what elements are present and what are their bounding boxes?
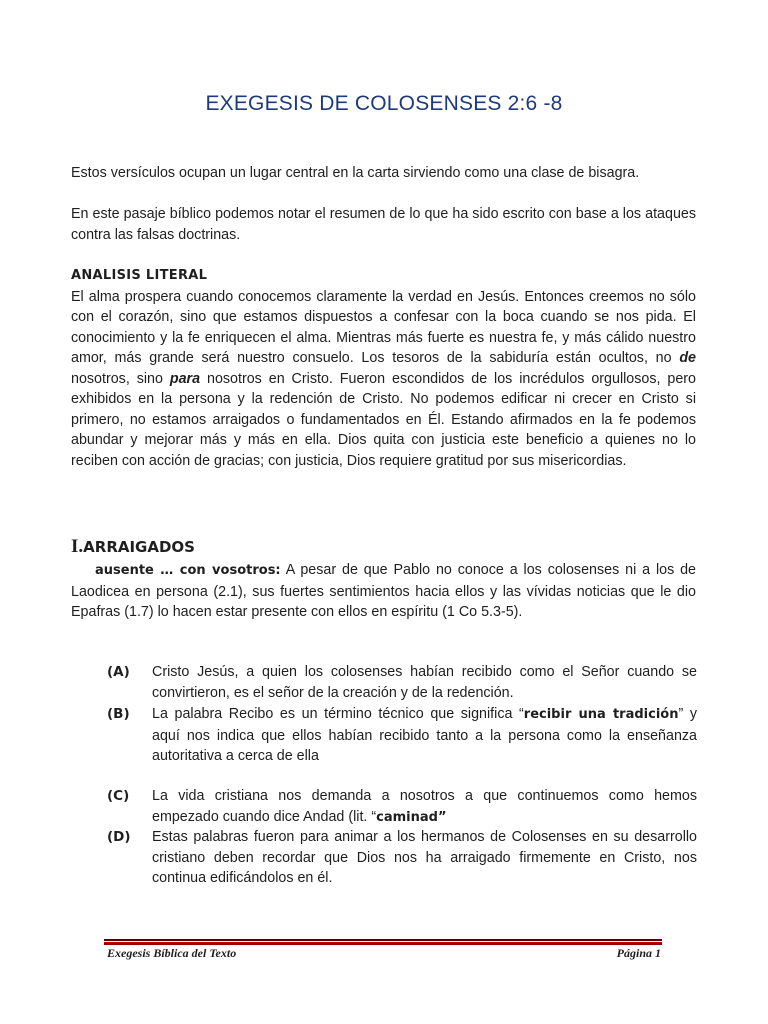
- list-item-d: [107, 827, 697, 889]
- page-title: EXEGESIS DE COLOSENSES 2:6 -8: [205, 92, 563, 115]
- list-text-b-bold: recibir una tradición: [523, 707, 679, 722]
- list-label-c: (C): [107, 788, 130, 804]
- analisis-literal-block: [71, 266, 696, 471]
- list-item-c: [107, 786, 697, 828]
- list-item-a: [107, 662, 697, 703]
- emphasis-de: de: [679, 350, 696, 366]
- list-text-c: [152, 786, 697, 828]
- analisis-text-b: nosotros, sino: [71, 370, 170, 387]
- footer-divider: [104, 939, 662, 945]
- list-text-c-bold: caminad”: [376, 809, 447, 825]
- list-text-a: Cristo Jesús, a quien los colosenses habían recibido como el Señor cuando se convirtieron, es el señor de la creación y de la redención.: [152, 664, 697, 701]
- list-label-b: (B): [107, 706, 130, 722]
- section-heading-arraigados: [71, 536, 195, 558]
- analisis-text-c: nosotros en Cristo. Fueron escondidos de los incrédulos orgullosos, pero exhibidos en la persona y la redención de Cristo. No podemos edificar ni crecer en Cristo si primero, no estamos arraigados o fundamentados en Él. Estando afirmados en la fe podemos abundar y mejorar más y más en ella. Dios quita con justicia este beneficio a quienes no lo reciben con acción de gracias; con justicia, Dios requiere gratitud por sus misericordias.: [71, 370, 696, 469]
- analisis-text-a: El alma prospera cuando conocemos claramente la verdad en Jesús. Entonces creemos no sólo con el corazón, sino que estamos dispuestos a confesar con la boca cuando se nos pida. El conocimiento y la fe enriquecen el alma. Mientras más fuerte es nuestra fe, y más cálido nuestro amor, más grande será nuestro consuelo. Los tesoros de la sabiduría están ocultos, no: [71, 288, 696, 366]
- section-number: I.: [71, 536, 84, 557]
- list-item-b: [107, 704, 697, 767]
- footer-page-number: Página 1: [616, 946, 661, 960]
- section-title: ARRAIGADOS: [83, 538, 195, 556]
- ausente-text: A pesar de que Pablo no conoce a los colosenses ni a los de Laodicea en persona (2.1), sus fuertes sentimientos hacia ellos y las vívidas noticias que le dio Epafras (1.7) lo hacen estar presente con ellos en espíritu (1 Co 5.3-5).: [71, 562, 697, 620]
- emphasis-para: para: [169, 370, 201, 387]
- list-text-c-start: La vida cristiana nos demanda a nosotros a que continuemos como hemos empezado cuando dice Andad (lit. “: [152, 788, 697, 825]
- intro-paragraph-1: Estos versículos ocupan un lugar central en la carta sirviendo como una clase de bisagra.: [71, 165, 640, 181]
- ausente-lead: ausente … con vosotros:: [95, 563, 281, 578]
- analisis-heading: ANALISIS LITERAL: [71, 268, 208, 283]
- list-text-b-end: ” y aquí nos indica que ellos habían recibido tanto a la persona como la enseñanza autoritativa a cerca de ella: [152, 706, 698, 764]
- list-text-d: Estas palabras fueron para animar a los hermanos de Colosenses en su desarrollo cristiano deben recordar que Dios nos ha arraigado firmemente en Cristo, nos continua edificándolos en él.: [152, 829, 697, 886]
- list-text-b-start: La palabra Recibo es un término técnico que significa “: [152, 706, 524, 722]
- list-label-d: (D): [107, 829, 131, 845]
- list-label-a: (A): [107, 664, 130, 680]
- list-text-b: [152, 704, 697, 767]
- footer-title: Exegesis Bíblica del Texto: [107, 946, 237, 960]
- intro-paragraph-2: En este pasaje bíblico podemos notar el resumen de lo que ha sido escrito con base a los ataques contra las falsas doctrinas.: [71, 206, 696, 243]
- ausente-paragraph: [71, 560, 696, 623]
